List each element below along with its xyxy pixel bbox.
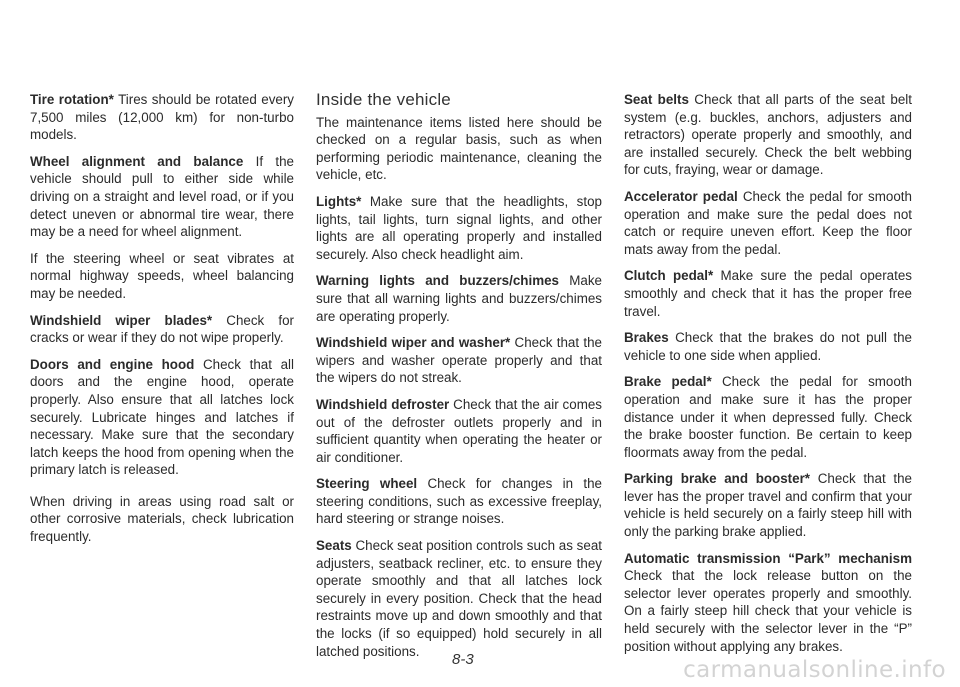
text-road-salt: When driving in areas using road salt or other corrosive materials, check lubrication frequently. (30, 493, 294, 545)
text-intro: The maintenance items listed here should be checked on a regular basis, such as when performing periodic maintenance, cleaning the vehicle, etc. (316, 114, 602, 183)
paragraph-defroster (316, 396, 602, 466)
term-lights: Lights* (316, 193, 362, 209)
paragraph-brake-pedal (624, 373, 912, 461)
paragraph-wheel-balancing (30, 250, 294, 303)
paragraph-seat-belts (624, 91, 912, 179)
term-tire-rotation: Tire rotation* (30, 92, 114, 107)
text-steering-wheel: Check for changes in the steering conditions, such as excessive freeplay, hard steering or strange noises. (316, 476, 602, 527)
text-wheel-alignment: If the vehicle should pull to either side while driving on a straight and level road, or if you detect uneven or abnormal tire wear, there may be a need for wheel alignment. (30, 153, 294, 240)
paragraph-road-salt (30, 493, 294, 546)
term-defroster: Windshield defroster (316, 396, 450, 412)
term-doors-hood: Doors and engine hood (30, 356, 195, 372)
section-heading: Inside the vehicle (316, 90, 451, 109)
text-wiper-blades: Check for cracks or wear if they do not wipe properly. (30, 312, 294, 346)
text-wheel-balancing: If the steering wheel or seat vibrates at normal highway speeds, wheel balancing may be needed. (30, 250, 294, 301)
term-steering-wheel: Steering wheel (316, 476, 418, 492)
paragraph-warning-lights (316, 272, 602, 325)
text-accelerator: Check the pedal for smooth operation and make sure the pedal does not catch or require uneven effort. Keep the floor mats away from the pedal. (624, 188, 912, 257)
term-park-mechanism: Automatic transmission “Park” mechanism (624, 550, 912, 566)
paragraph-seats (316, 537, 602, 660)
watermark: carmanualsonline.info (683, 657, 946, 683)
column-left (30, 91, 294, 555)
term-warning-lights: Warning lights and buzzers/chimes (316, 273, 559, 289)
paragraph-park-mechanism (624, 550, 912, 656)
term-accelerator: Accelerator pedal (624, 188, 738, 204)
text-doors-hood: Check that all doors and the engine hood, operate properly. Also ensure that all latches lock securely. Lubricate hinges and latches if necessary. Make sure that the secondary latch keeps the hood from opening when the primary latch is released. (30, 356, 294, 478)
text-tire-rotation: Tires should be rotated every 7,500 miles (12,000 km) for non-turbo models. (30, 92, 294, 143)
text-lights: Make sure that the headlights, stop lights, tail lights, turn signal lights, and other lights are all operating properly and installed securely. Also check headlight aim. (316, 193, 602, 262)
paragraph-wheel-alignment (30, 153, 294, 241)
term-wiper-washer: Windshield wiper and washer* (316, 335, 511, 351)
text-parking-brake: Check that the lever has the proper travel and confirm that your vehicle is held securely on a fairly steep hill with only the parking brake applied. (624, 471, 912, 540)
paragraph-wiper-washer (316, 334, 602, 387)
text-seats: Check seat position controls such as seat adjusters, seatback recliner, etc. to ensure they operate smoothly and that all latches lock securely in every position. Check that the head restraints move up and down smoothly and that the locks (if so equipped) hold securely in all latched positions. (316, 538, 602, 659)
text-park-mechanism: Check that the lock release button on the selector lever operates properly and smoothly. On a fairly steep hill check that your vehicle is held securely with the selector lever in the “P” position without applying any brakes. (624, 568, 912, 654)
paragraph-tire-rotation (30, 91, 294, 144)
text-brakes: Check that the brakes do not pull the vehicle to one side when applied. (624, 330, 912, 363)
column-right (624, 91, 912, 664)
paragraph-lights (316, 193, 602, 263)
paragraph-clutch (624, 267, 912, 320)
term-wheel-alignment: Wheel alignment and balance (30, 153, 244, 169)
term-wiper-blades: Windshield wiper blades* (30, 312, 213, 328)
column-middle (316, 91, 602, 669)
page-number: 8-3 (452, 651, 474, 668)
term-brake-pedal: Brake pedal* (624, 374, 712, 390)
term-parking-brake: Parking brake and booster* (624, 471, 811, 487)
text-defroster: Check that the air comes out of the defroster outlets properly and in sufficient quantity when operating the heater or air conditioner. (316, 396, 602, 465)
paragraph-intro (316, 114, 602, 184)
text-clutch: Make sure the pedal operates smoothly and check that it has the proper free travel. (624, 268, 912, 319)
term-clutch: Clutch pedal* (624, 268, 714, 284)
paragraph-wiper-blades (30, 312, 294, 347)
text-seat-belts: Check that all parts of the seat belt system (e.g. buckles, anchors, adjusters and retractors) operate properly and smoothly, and are installed securely. Check the belt webbing for cuts, fraying, wear or damage. (624, 92, 912, 178)
text-brake-pedal: Check the pedal for smooth operation and make sure it has the proper distance under it when depressed fully. Check the brake booster function. Be certain to keep floormats away from the pedal. (624, 374, 912, 460)
paragraph-parking-brake (624, 470, 912, 540)
term-seats: Seats (316, 538, 352, 554)
term-brakes: Brakes (624, 330, 669, 346)
term-seat-belts: Seat belts (624, 92, 689, 107)
paragraph-steering-wheel (316, 475, 602, 528)
paragraph-brakes (624, 329, 912, 364)
paragraph-accelerator (624, 188, 912, 258)
text-warning-lights: Make sure that all warning lights and buzzers/chimes are operating properly. (316, 273, 602, 324)
text-wiper-washer: Check that the wipers and washer operate properly and that the wipers do not streak. (316, 335, 602, 386)
paragraph-doors-hood (30, 356, 294, 479)
